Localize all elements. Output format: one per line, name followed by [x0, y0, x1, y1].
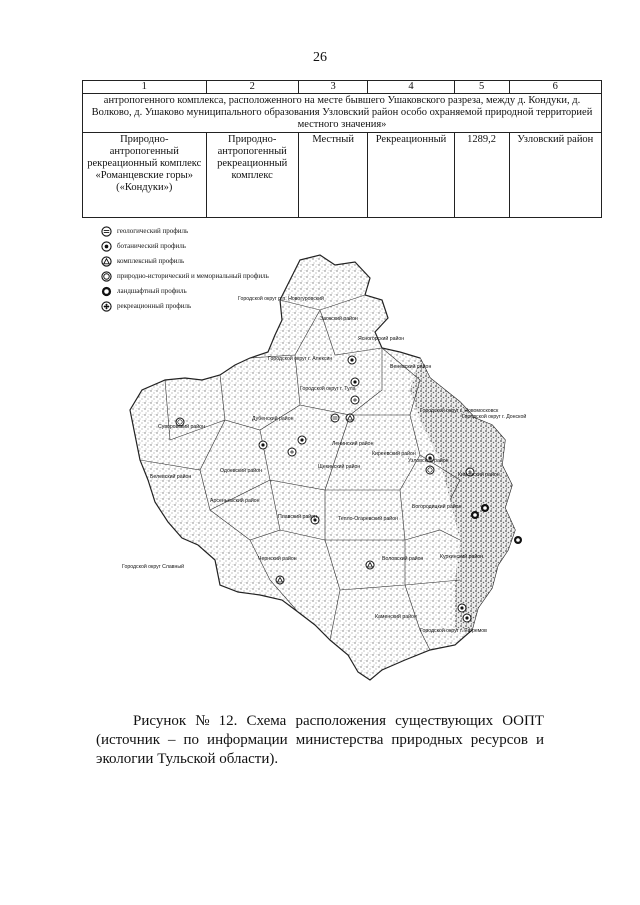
label-zaoksky: Заокский район — [320, 316, 358, 322]
caption-word: № — [195, 713, 210, 729]
caption-first-line — [96, 712, 544, 731]
label-tula: Городской округ г. Тула — [300, 386, 356, 392]
label-uzlovsky: Узловский район — [408, 458, 449, 464]
legend-label: рекреационный профиль — [117, 302, 192, 310]
legend-item — [101, 227, 301, 237]
label-kamensky: Каменский район — [375, 614, 417, 620]
historical-memorial-profile-icon — [101, 271, 112, 282]
cell-significance: Местный — [298, 133, 368, 218]
figure-caption — [96, 712, 544, 769]
cell-area: 1289,2 — [454, 133, 509, 218]
geological-profile-icon — [101, 226, 112, 237]
label-yasnogorsky: Ясногорский район — [358, 336, 405, 342]
label-plavsky: Плавский район — [278, 514, 317, 520]
caption-source: (источник – по информации министерства природных ресурсов и экологии Тульской области). — [96, 732, 544, 767]
column-number-2: 2 — [206, 81, 298, 94]
label-shchekinsky: Щекинский район — [318, 464, 361, 470]
recreational-profile-icon — [351, 396, 359, 404]
label-belevsky: Белевский район — [150, 474, 192, 480]
botanical-profile-icon — [351, 378, 359, 386]
column-number-row — [83, 81, 602, 94]
caption-word: Схема — [246, 713, 287, 729]
recreational-profile-icon — [288, 448, 296, 456]
label-kimovsky: Кимовский район — [458, 472, 500, 478]
label-kurkinsky: Куркинский район — [440, 554, 483, 560]
label-slavny: Городской округ Славный — [122, 564, 184, 570]
legend-label: геологический профиль — [117, 227, 189, 235]
historical-memorial-profile-icon — [426, 466, 434, 474]
label-arsenyevsky: Арсеньевский район — [210, 498, 260, 504]
geological-profile-icon — [331, 414, 339, 422]
cell-district: Узловский район — [509, 133, 601, 218]
botanical-profile-icon — [259, 441, 267, 449]
complex-profile-icon — [101, 256, 112, 267]
legend-label: ландшафтный профиль — [117, 287, 187, 295]
botanical-profile-icon — [101, 241, 112, 252]
column-number-3: 3 — [298, 81, 368, 94]
complex-profile-icon — [346, 414, 354, 422]
caption-word: расположения — [295, 713, 386, 729]
botanical-profile-icon — [463, 614, 471, 622]
merged-text-cell: антропогенного комплекса, расположенного на месте бывшего Ушаковского разреза, между д. Кондуки, д. Волково, д. Ушаково муниципального образования Узловский район особо охраняемой природной территорией местного значения» — [83, 94, 602, 133]
column-number-6: 6 — [509, 81, 601, 94]
legend-label: комплексный профиль — [117, 257, 185, 265]
caption-word: ООПТ — [502, 713, 544, 729]
label-leninsky: Ленинский район — [332, 441, 374, 447]
landscape-profile-icon — [101, 286, 112, 297]
botanical-profile-icon — [458, 604, 466, 612]
label-venevsky: Веневский район — [390, 364, 432, 370]
cell-profile: Природно-антропогенный рекреационный комплекс — [206, 133, 298, 218]
cell-purpose: Рекреационный — [368, 133, 454, 218]
label-volovsky: Воловский район — [382, 556, 424, 562]
caption-word: 12. — [218, 713, 238, 729]
table-row — [83, 133, 602, 218]
legend-label: природно-исторический и мемориальный профиль — [117, 272, 269, 280]
page-number: 26 — [313, 50, 327, 65]
label-novomoskovsk: Городской округ г. Новомосковск — [420, 408, 499, 414]
complex-profile-icon — [276, 576, 284, 584]
column-number-5: 5 — [454, 81, 509, 94]
label-odoevsky: Одоевский район — [220, 468, 262, 474]
column-number-4: 4 — [368, 81, 454, 94]
caption-word: Рисунок — [133, 713, 187, 729]
label-suvorovsky: Суворовский район — [158, 424, 205, 430]
label-dubensky: Дубенский район — [252, 416, 294, 422]
label-chernsky: Чернский район — [258, 556, 297, 562]
legend-label: ботанический профиль — [117, 242, 186, 250]
oopt-table — [82, 80, 602, 218]
complex-profile-icon — [366, 561, 374, 569]
cell-name: Природно-антропогенный рекреационный комплекс «Романцевские горы» («Кондуки») — [83, 133, 207, 218]
label-aleksin: Городской округ г. Алексин — [268, 356, 333, 362]
column-number-1: 1 — [83, 81, 207, 94]
recreational-profile-icon — [101, 301, 112, 312]
merged-text-row — [83, 94, 602, 133]
botanical-profile-icon — [348, 356, 356, 364]
label-novomoskovsk-town: Городской округ р.п. Новогуровский — [238, 296, 324, 302]
label-teploogarevsky: Тепло-Огаревский район — [338, 516, 398, 522]
caption-word: существующих — [395, 713, 494, 729]
landscape-profile-icon — [514, 536, 522, 544]
label-bogoroditsky: Богородицкий район — [412, 504, 462, 510]
landscape-profile-icon — [481, 504, 489, 512]
label-kireevsky: Киреевский район — [372, 451, 416, 457]
landscape-profile-icon — [471, 511, 479, 519]
label-donskoy: Городской округ г. Донской — [462, 414, 527, 420]
botanical-profile-icon — [298, 436, 306, 444]
label-efremov: Городской округ г. Ефремов — [420, 628, 487, 634]
tula-region-map — [120, 240, 540, 690]
